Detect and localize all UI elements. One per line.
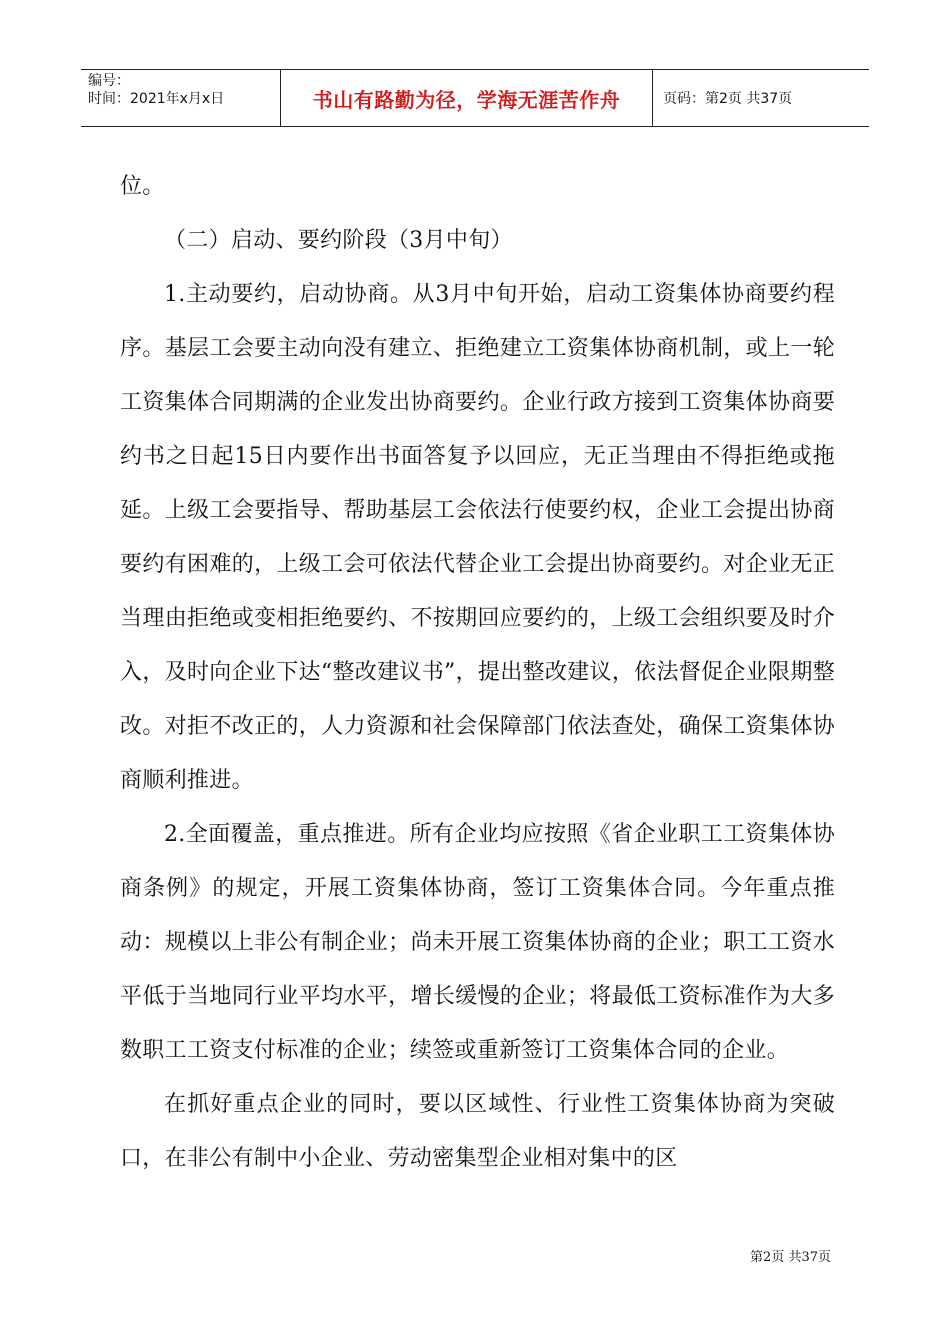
- page-header: [81, 69, 869, 127]
- page-footer: 第2页 共37页: [750, 1250, 831, 1265]
- header-page-code: 页码：第2页 共37页: [663, 91, 793, 107]
- paragraph-regional: 在抓好重点企业的同时，要以区域性、行业性工资集体协商为突破口，在非公有制中小企业、劳动密集型企业相对集中的区: [120, 1092, 835, 1171]
- paragraph-item-2: 2.全面覆盖，重点推进。所有企业均应按照《省企业职工工资集体协商条例》的规定，开展工资集体协商，签订工资集体合同。今年重点推动：规模以上非公有制企业；尚未开展工资集体协商的企业；职工工资水平低于当地同行业平均水平，增长缓慢的企业；将最低工资标准作为大多数职工工资支付标准的企业；续签或重新签订工资集体合同的企业。: [120, 822, 835, 1063]
- section-heading: （二）启动、要约阶段（3月中旬）: [164, 228, 513, 253]
- paragraph-item-1: 1.主动要约，启动协商。从3月中旬开始，启动工资集体协商要约程序。基层工会要主动向没有建立、拒绝建立工资集体协商机制，或上一轮工资集体合同期满的企业发出协商要约。企业行政方接到工资集体协商要约书之日起15日内要作出书面答复予以回应，无正当理由不得拒绝或拖延。上级工会要指导、帮助基层工会依法行使要约权，企业工会提出协商要约有困难的，上级工会可依法代替企业工会提出协商要约。对企业无正当理由拒绝或变相拒绝要约、不按期回应要约的，上级工会组织要及时介入，及时向企业下达“整改建议书”，提出整改建议，依法督促企业限期整改。对拒不改正的，人力资源和社会保障部门依法查处，确保工资集体协商顺利推进。: [120, 282, 835, 793]
- document-body: [120, 160, 835, 1186]
- document-time-label: 时间：2021年x月x日: [88, 91, 225, 107]
- header-motto: 书山有路勤为径，学海无涯苦作舟: [281, 70, 653, 126]
- document-number-label: 编号：: [88, 73, 130, 89]
- paragraph-continuation: 位。: [120, 174, 165, 199]
- header-meta: [81, 70, 281, 126]
